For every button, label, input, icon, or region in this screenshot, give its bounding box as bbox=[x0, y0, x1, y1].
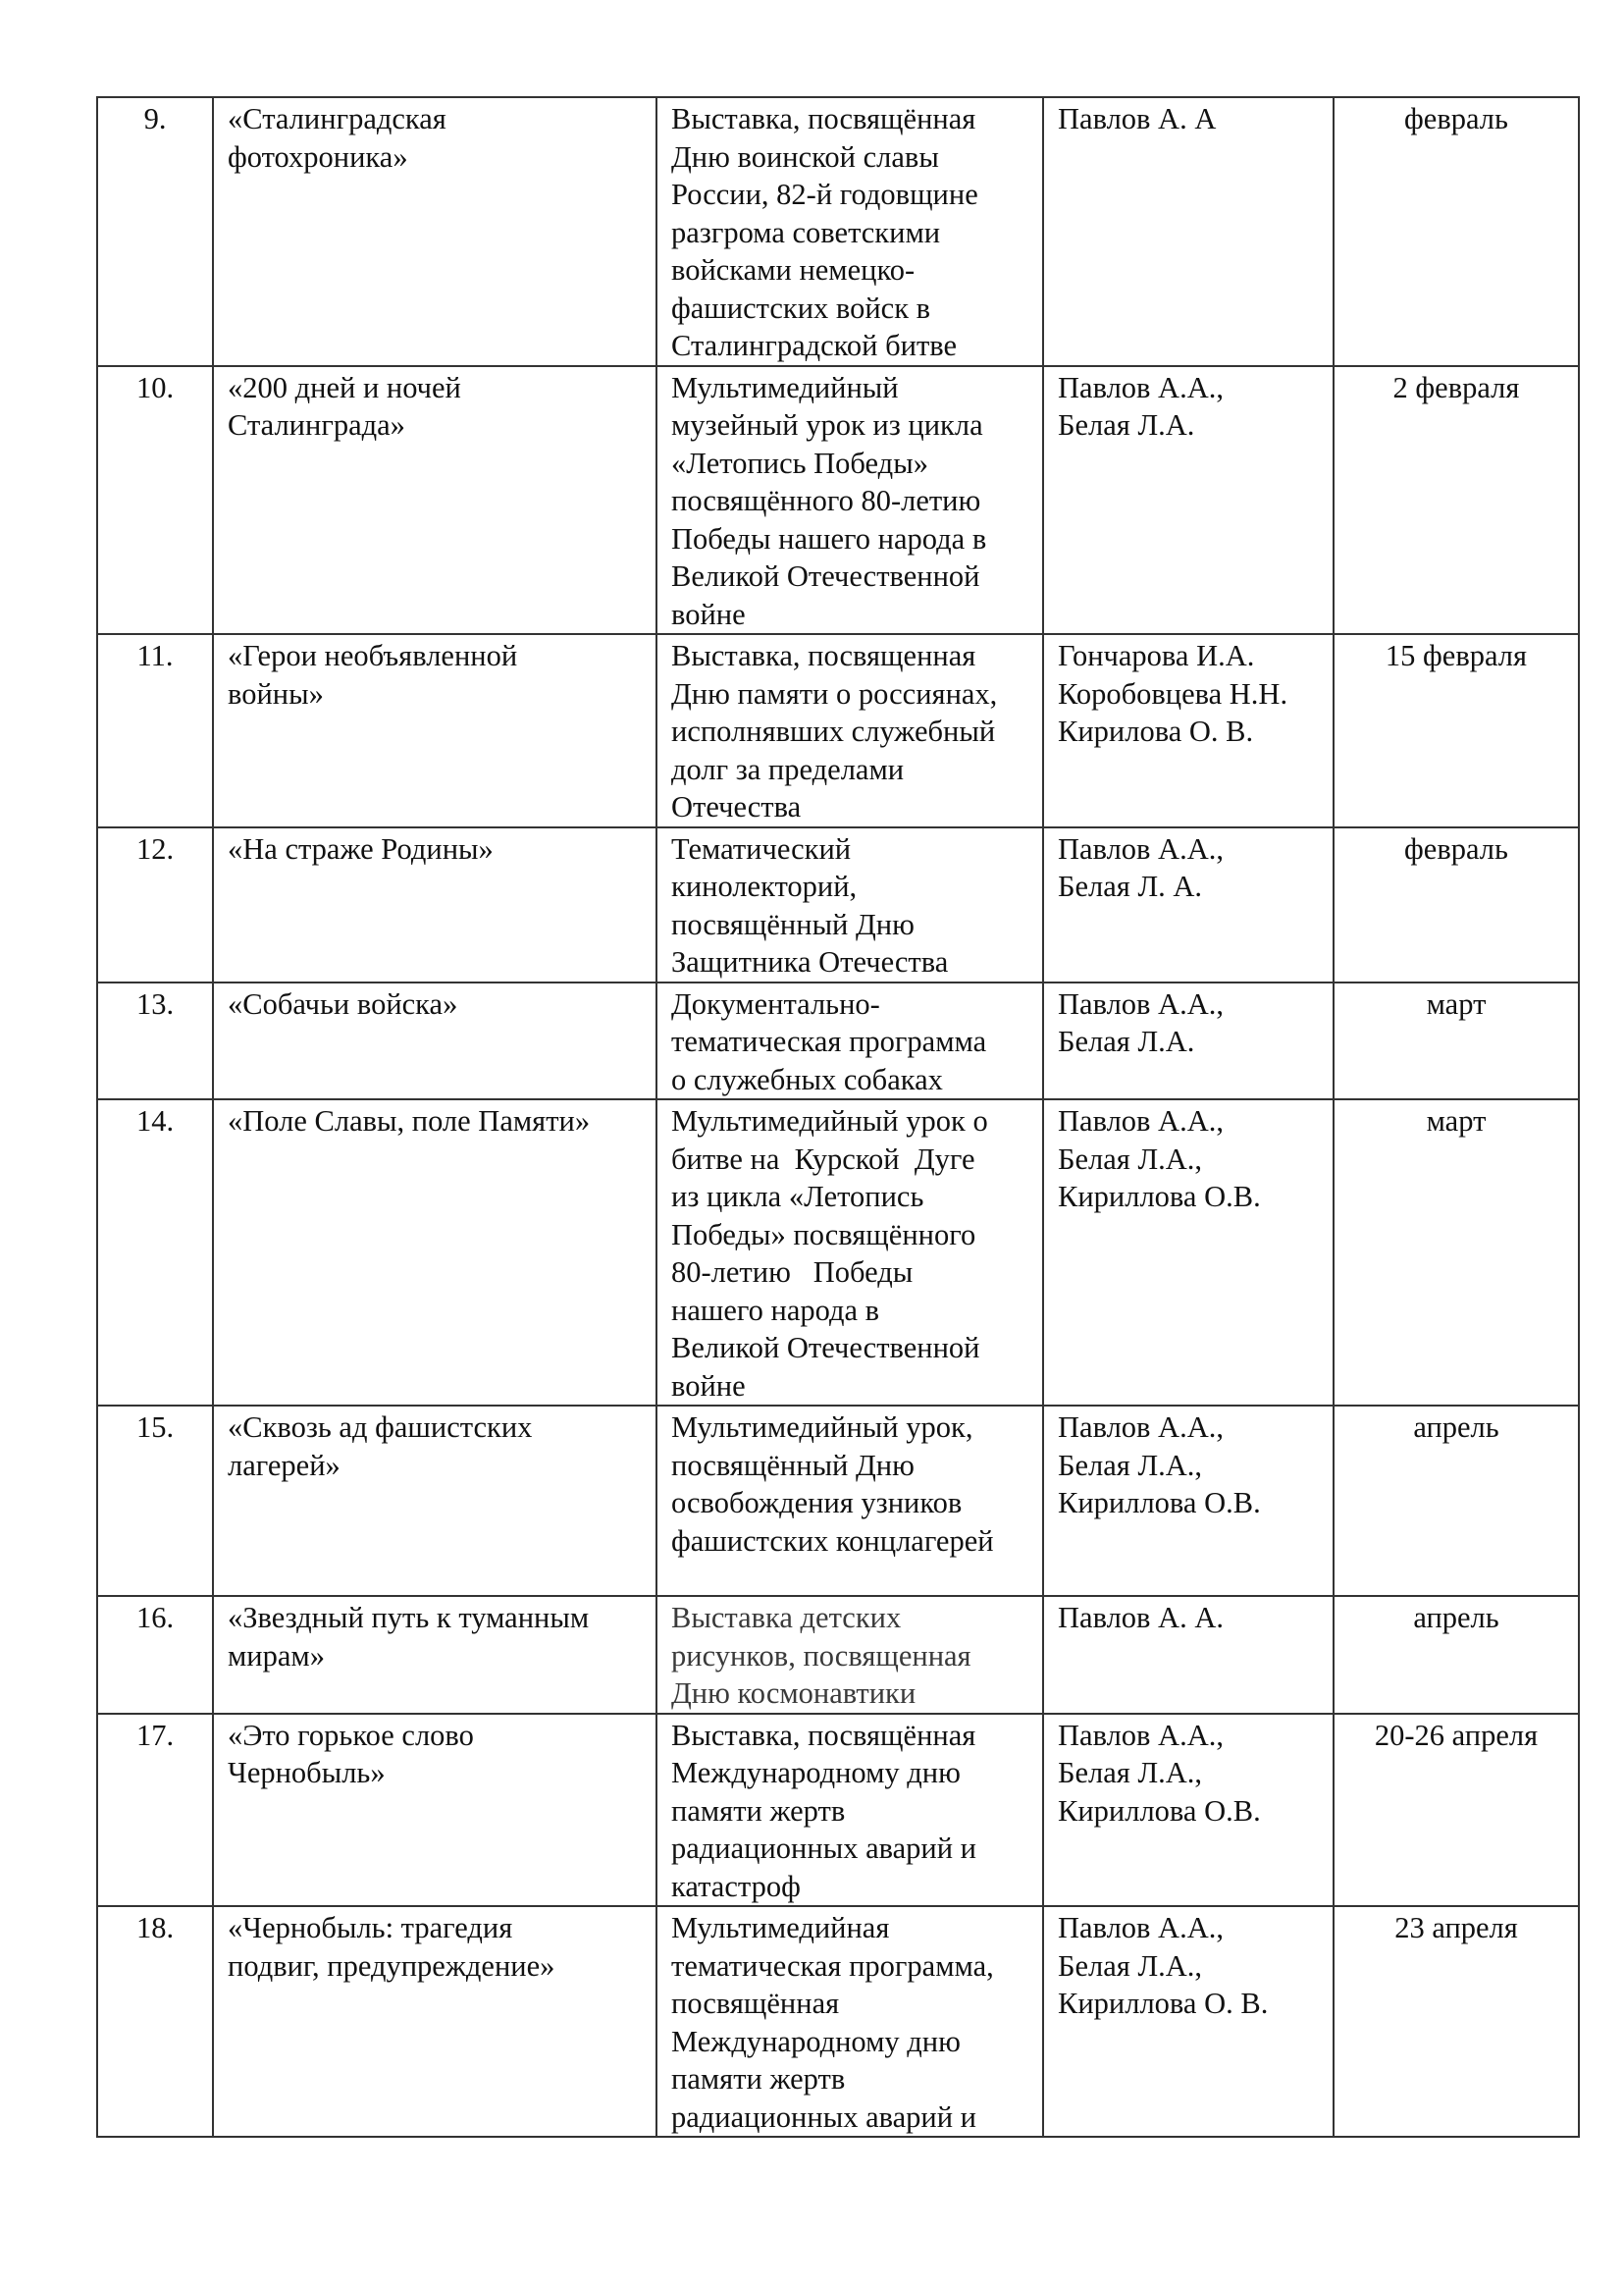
event-description-line: памяти жертв bbox=[671, 2062, 846, 2096]
responsible-line: Павлов А.А., bbox=[1058, 1410, 1224, 1444]
event-description-line: освобождения узников bbox=[671, 1486, 963, 1519]
table-row bbox=[97, 366, 1579, 635]
event-description-line: Сталинградской битве bbox=[671, 329, 958, 362]
event-description-line: «Летопись Победы» bbox=[671, 446, 928, 480]
event-description-line: тематическая программа bbox=[671, 1025, 987, 1058]
event-date: 20-26 апреля bbox=[1334, 1714, 1579, 1907]
event-description-line: Тематический bbox=[671, 831, 852, 866]
event-title-line: «Звездный путь к туманным bbox=[228, 1601, 590, 1634]
event-description-line: Выставка, посвященная bbox=[671, 639, 976, 672]
event-description-line: Великой Отечественной bbox=[671, 1331, 980, 1364]
event-description-line: посвящённый Дню bbox=[671, 907, 915, 941]
event-description-line: Мультимедийная bbox=[671, 1911, 890, 1944]
event-description-line: Победы» посвящённого bbox=[671, 1217, 976, 1251]
event-description-cell bbox=[656, 827, 1043, 983]
event-description-line: нашего народа в bbox=[671, 1293, 880, 1327]
responsible-line: Кириллова О. В. bbox=[1058, 1987, 1269, 2020]
event-description-line: Международному дню bbox=[671, 1756, 961, 1789]
event-date: 15 февраля bbox=[1334, 634, 1579, 827]
event-description-line: долг за пределами bbox=[671, 752, 905, 786]
event-description-cell bbox=[656, 97, 1043, 366]
responsible-cell bbox=[1043, 983, 1334, 1100]
event-description-line: войсками немецко- bbox=[671, 253, 916, 287]
responsible-cell bbox=[1043, 827, 1334, 983]
event-description-line: Дню воинской славы bbox=[671, 139, 939, 174]
event-description-line: России, 82-й годовщине bbox=[671, 178, 978, 211]
event-description-line: Мультимедийный bbox=[671, 370, 899, 404]
event-title-cell bbox=[213, 366, 656, 635]
event-title-cell bbox=[213, 1906, 656, 2137]
event-description-line: 80-летию Победы bbox=[671, 1255, 914, 1289]
event-description-line: памяти жертв bbox=[671, 1793, 846, 1828]
responsible-cell bbox=[1043, 366, 1334, 635]
event-title-line: Чернобыль» bbox=[228, 1756, 386, 1789]
event-title-cell bbox=[213, 1406, 656, 1596]
event-description-cell bbox=[656, 1596, 1043, 1714]
event-description-cell bbox=[656, 634, 1043, 827]
responsible-line: Павлов А.А., bbox=[1058, 370, 1224, 404]
event-date: март bbox=[1334, 1099, 1579, 1406]
event-description-line: войне bbox=[671, 597, 746, 631]
row-number: 11. bbox=[97, 634, 213, 827]
table-row bbox=[97, 1596, 1579, 1714]
event-title-line: войны» bbox=[228, 676, 324, 711]
responsible-cell bbox=[1043, 1596, 1334, 1714]
event-description-line: разгрома советскими bbox=[671, 215, 941, 249]
event-title-line: «Это горькое слово bbox=[228, 1718, 474, 1752]
responsible-line: Белая Л.А., bbox=[1058, 1448, 1203, 1482]
row-number: 15. bbox=[97, 1406, 213, 1596]
event-date: март bbox=[1334, 983, 1579, 1100]
event-title-cell bbox=[213, 1714, 656, 1907]
event-title-cell bbox=[213, 97, 656, 366]
responsible-line: Белая Л. А. bbox=[1058, 870, 1203, 903]
responsible-cell bbox=[1043, 1714, 1334, 1907]
event-description-cell bbox=[656, 1406, 1043, 1596]
event-description-line: битве на Курской Дуге bbox=[671, 1142, 975, 1176]
event-date: 2 февраля bbox=[1334, 366, 1579, 635]
row-number: 10. bbox=[97, 366, 213, 635]
responsible-cell bbox=[1043, 1406, 1334, 1596]
event-title-cell bbox=[213, 1099, 656, 1406]
event-description-line: музейный урок из цикла bbox=[671, 408, 983, 442]
row-number: 18. bbox=[97, 1906, 213, 2137]
event-description-line: тематическая программа, bbox=[671, 1948, 994, 1983]
responsible-line: Белая Л.А. bbox=[1058, 408, 1195, 442]
responsible-line: Белая Л.А., bbox=[1058, 1756, 1203, 1789]
event-date: февраль bbox=[1334, 97, 1579, 366]
event-description-cell bbox=[656, 1714, 1043, 1907]
event-date: 23 апреля bbox=[1334, 1906, 1579, 2137]
responsible-line: Гончарова И.А. bbox=[1058, 639, 1255, 672]
event-description-cell bbox=[656, 1906, 1043, 2137]
event-description-line: Мультимедийный урок, bbox=[671, 1410, 973, 1444]
responsible-line: Кирилова О. В. bbox=[1058, 715, 1254, 748]
event-description-line: Документально- bbox=[671, 986, 880, 1021]
table-row bbox=[97, 1714, 1579, 1907]
event-title-cell bbox=[213, 827, 656, 983]
event-title-line: подвиг, предупреждение» bbox=[228, 1948, 555, 1983]
event-title-line: «200 дней и ночей bbox=[228, 370, 461, 404]
event-description-line: войне bbox=[671, 1368, 746, 1403]
responsible-cell bbox=[1043, 97, 1334, 366]
event-title-line: «Сквозь ад фашистских bbox=[228, 1410, 533, 1444]
event-title-line: Сталинграда» bbox=[228, 408, 405, 442]
event-description-line: Великой Отечественной bbox=[671, 559, 980, 593]
table-row bbox=[97, 827, 1579, 983]
event-description-line: Выставка, посвящённая bbox=[671, 102, 976, 135]
event-description-line: Защитника Отечества bbox=[671, 945, 949, 979]
event-description-line: фашистских войск в bbox=[671, 291, 931, 325]
row-number: 14. bbox=[97, 1099, 213, 1406]
row-number: 16. bbox=[97, 1596, 213, 1714]
event-date: апрель bbox=[1334, 1406, 1579, 1596]
responsible-cell bbox=[1043, 1906, 1334, 2137]
table-row bbox=[97, 1406, 1579, 1596]
responsible-line: Кириллова О.В. bbox=[1058, 1486, 1261, 1519]
event-title-line: «Сталинградская bbox=[228, 102, 446, 135]
responsible-line: Коробовцева Н.Н. bbox=[1058, 676, 1288, 711]
event-title-line: «Собачьи войска» bbox=[228, 986, 458, 1021]
event-title-cell bbox=[213, 983, 656, 1100]
event-title-line: лагерей» bbox=[228, 1448, 341, 1482]
event-title-line: «На страже Родины» bbox=[228, 831, 494, 866]
responsible-cell bbox=[1043, 634, 1334, 827]
event-title-cell bbox=[213, 634, 656, 827]
events-table-body bbox=[97, 97, 1579, 2137]
table-row bbox=[97, 983, 1579, 1100]
event-description-line: из цикла «Летопись bbox=[671, 1180, 924, 1213]
responsible-line: Павлов А.А., bbox=[1058, 1104, 1224, 1138]
event-description-line: радиационных аварий и bbox=[671, 2099, 976, 2134]
event-description-line: радиационных аварий и bbox=[671, 1832, 976, 1865]
table-row bbox=[97, 1906, 1579, 2137]
table-row bbox=[97, 97, 1579, 366]
responsible-line: Кириллова О.В. bbox=[1058, 1180, 1261, 1213]
event-description-line: о служебных собаках bbox=[671, 1062, 943, 1096]
event-title-line: «Поле Славы, поле Памяти» bbox=[228, 1104, 591, 1138]
event-description-line: Выставка, посвящённая bbox=[671, 1718, 976, 1752]
event-description-line: Победы нашего народа в bbox=[671, 521, 987, 556]
event-description-line: Мультимедийный урок о bbox=[671, 1104, 988, 1138]
responsible-cell bbox=[1043, 1099, 1334, 1406]
event-description-line: посвящённая bbox=[671, 1987, 840, 2020]
event-title-line: «Чернобыль: трагедия bbox=[228, 1911, 513, 1944]
event-title-cell bbox=[213, 1596, 656, 1714]
table-row bbox=[97, 634, 1579, 827]
event-description-line: фашистских концлагерей bbox=[671, 1523, 994, 1558]
responsible-line: Павлов А.А., bbox=[1058, 1911, 1224, 1944]
event-description-line: исполнявших служебный bbox=[671, 715, 996, 748]
event-description-line: посвящённого 80-летию bbox=[671, 484, 981, 517]
event-description-cell bbox=[656, 983, 1043, 1100]
responsible-line: Белая Л.А., bbox=[1058, 1142, 1203, 1176]
row-number: 17. bbox=[97, 1714, 213, 1907]
row-number: 12. bbox=[97, 827, 213, 983]
table-row bbox=[97, 1099, 1579, 1406]
event-date: февраль bbox=[1334, 827, 1579, 983]
responsible-line: Павлов А. А. bbox=[1058, 1601, 1224, 1634]
event-description-line: Дню космонавтики bbox=[671, 1676, 917, 1710]
responsible-line: Белая Л.А., bbox=[1058, 1948, 1203, 1983]
event-description-line: Дню памяти о россиянах, bbox=[671, 676, 998, 711]
event-description-cell bbox=[656, 366, 1043, 635]
event-description-line: кинолекторий, bbox=[671, 870, 858, 903]
event-description-line: Отечества bbox=[671, 790, 802, 823]
row-number: 9. bbox=[97, 97, 213, 366]
responsible-line: Павлов А. А bbox=[1058, 102, 1217, 135]
event-description-line: Международному дню bbox=[671, 2024, 961, 2058]
event-title-line: мирам» bbox=[228, 1638, 325, 1673]
event-description-cell bbox=[656, 1099, 1043, 1406]
event-description-line: посвящённый Дню bbox=[671, 1448, 915, 1482]
responsible-line: Павлов А.А., bbox=[1058, 1718, 1224, 1752]
event-title-line: фотохроника» bbox=[228, 139, 408, 174]
event-date: апрель bbox=[1334, 1596, 1579, 1714]
responsible-line: Павлов А.А., bbox=[1058, 986, 1224, 1021]
events-table bbox=[96, 96, 1580, 2138]
event-description-line: катастроф bbox=[671, 1869, 801, 1903]
event-description-line: Выставка детских bbox=[671, 1601, 902, 1634]
event-title-line: «Герои необъявленной bbox=[228, 639, 518, 672]
responsible-line: Павлов А.А., bbox=[1058, 831, 1224, 866]
responsible-line: Кириллова О.В. bbox=[1058, 1793, 1261, 1828]
event-description-line: рисунков, посвященная bbox=[671, 1638, 971, 1673]
row-number: 13. bbox=[97, 983, 213, 1100]
responsible-line: Белая Л.А. bbox=[1058, 1025, 1195, 1058]
